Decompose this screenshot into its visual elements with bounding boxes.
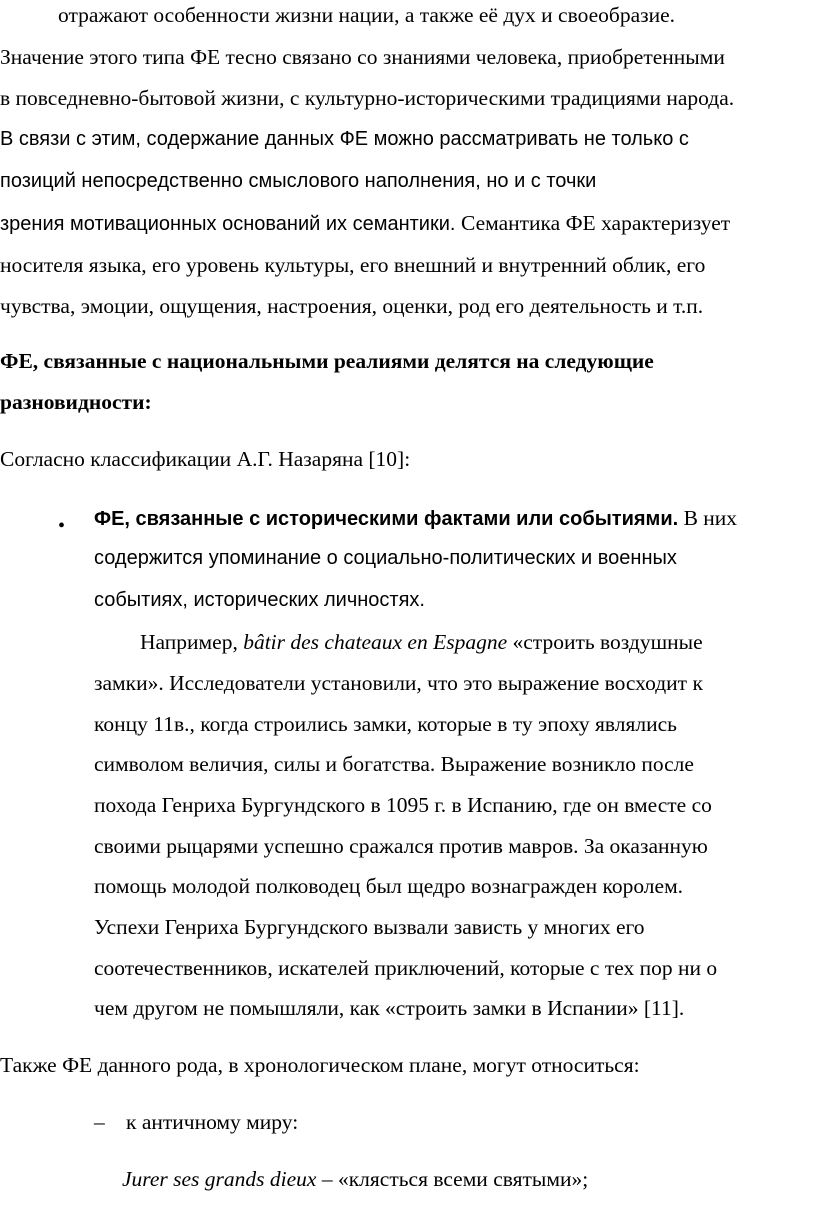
- paragraph-text: Семантика ФЕ характеризует: [460, 211, 731, 235]
- example-line: [140, 630, 703, 655]
- example-line: Успехи Генриха Бургундского вызвали зависть у многих его: [94, 915, 645, 939]
- bullet-line: событиях, исторических личностях.: [94, 589, 425, 611]
- example-line: замки». Исследователи установили, что это выражение восходит к: [94, 671, 703, 695]
- example2-translation: – «клясться всеми святыми»;: [316, 1167, 589, 1191]
- paragraph-text: зрения мотивационных оснований их семантики.: [0, 213, 461, 235]
- paragraph-line: в повседневно-бытовой жизни, с культурно-историческими традициями народа.: [0, 86, 735, 110]
- list-item: к античному миру:: [126, 1110, 299, 1134]
- bullet-text: В них: [678, 506, 738, 530]
- example-phrase: bâtir des chateaux en Espagne: [243, 630, 508, 654]
- paragraph-line: носителя языка, его уровень культуры, его внешний и внутренний облик, его: [0, 253, 706, 277]
- bullet-title: ФЕ, связанные с историческими фактами или событиями.: [94, 508, 679, 530]
- section-heading: ФЕ, связанные с национальными реалиями делятся на следующие: [0, 349, 654, 373]
- classification-line: Согласно классификации А.Г. Назаряна [10]:: [0, 447, 411, 471]
- bullet-line: [94, 506, 737, 531]
- example-line: чем другом не помышляли, как «строить замки в Испании» [11].: [94, 996, 685, 1020]
- example-line: похода Генриха Бургундского в 1095 г. в Испанию, где он вместе со: [94, 793, 712, 817]
- example-line: помощь молодой полководец был щедро вознагражден королем.: [94, 874, 684, 898]
- paragraph-line: чувства, эмоции, ощущения, настроения, оценки, род его деятельность и т.п.: [0, 294, 704, 318]
- dash-marker: –: [94, 1110, 105, 1134]
- example2-phrase: Jurer ses grands dieux: [122, 1167, 317, 1191]
- example-line: своими рыцарями успешно сражался против мавров. За оказанную: [94, 834, 708, 858]
- paragraph-line: В связи с этим, содержание данных ФЕ можно рассматривать не только с: [0, 128, 689, 150]
- bullet-icon: •: [58, 515, 66, 537]
- example-line: соотечественников, искателей приключений, которые с тех пор ни о: [94, 956, 718, 980]
- chronology-intro: Также ФЕ данного рода, в хронологическом плане, могут относиться:: [0, 1053, 640, 1077]
- paragraph-line: [0, 211, 730, 236]
- paragraph-line: отражают особенности жизни нации, а также её дух и своеобразие.: [58, 3, 676, 27]
- paragraph-line: Значение этого типа ФЕ тесно связано со знаниями человека, приобретенными: [0, 45, 725, 69]
- example-line: символом величия, силы и богатства. Выражение возникло после: [94, 752, 694, 776]
- example-line: концу 11в., когда строились замки, которые в ту эпоху являлись: [94, 712, 677, 736]
- section-heading: разновидности:: [0, 390, 152, 414]
- example-translation: «строить воздушные: [507, 630, 703, 654]
- example-lead: Например,: [140, 630, 244, 654]
- paragraph-line: позиций непосредственно смыслового наполнения, но и с точки: [0, 170, 597, 192]
- example2-line: [122, 1167, 588, 1192]
- bullet-line: содержится упоминание о социально-политических и военных: [94, 547, 677, 569]
